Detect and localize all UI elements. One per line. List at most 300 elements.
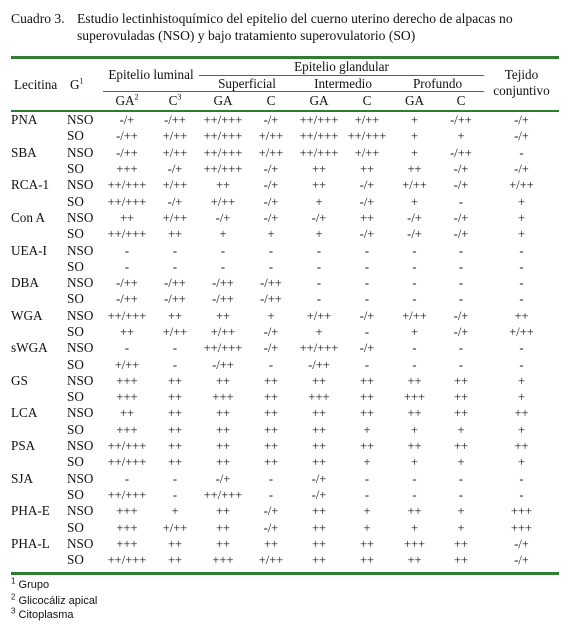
staining-value: ++ xyxy=(453,536,469,551)
staining-value: + xyxy=(457,129,465,144)
staining-value: - xyxy=(458,357,464,372)
staining-value: ++ xyxy=(215,308,231,323)
table-row xyxy=(11,161,559,177)
staining-value: + xyxy=(410,455,419,470)
staining-value: - xyxy=(124,259,130,274)
staining-value: ++ xyxy=(359,439,375,454)
header-intermedio: Intermedio xyxy=(314,76,372,91)
staining-value: - xyxy=(124,341,130,356)
staining-value: - xyxy=(519,487,524,502)
staining-value: ++ xyxy=(311,373,327,388)
footnote-3: $^3$ Citoplasma xyxy=(11,606,74,621)
table-row xyxy=(11,324,559,340)
staining-value: ++ xyxy=(311,553,327,568)
staining-value: - xyxy=(172,471,178,486)
staining-value: ++ xyxy=(311,178,327,193)
staining-value: - xyxy=(316,292,322,307)
table-row xyxy=(11,308,559,324)
staining-value: - xyxy=(519,292,524,307)
lectin-name xyxy=(11,487,67,503)
staining-value: ++ xyxy=(311,504,327,519)
staining-value: + xyxy=(517,210,526,225)
staining-value: -/+ xyxy=(263,325,279,339)
staining-value: +++ xyxy=(403,536,426,551)
staining-value: -/+ xyxy=(453,178,469,193)
staining-value: +/++ xyxy=(162,145,188,160)
staining-value: ++ xyxy=(359,373,375,388)
staining-value: -/++ xyxy=(116,129,138,144)
staining-value: ++ xyxy=(311,455,327,470)
bottom-rule xyxy=(11,572,559,575)
staining-value: ++ xyxy=(359,390,375,405)
group-label: SO xyxy=(67,291,84,307)
table-row xyxy=(11,389,559,405)
staining-value: -/++ xyxy=(260,276,282,291)
staining-value: + xyxy=(363,504,371,519)
staining-value: +/++ xyxy=(162,325,188,339)
group-label: NSO xyxy=(67,503,94,519)
staining-value: - xyxy=(412,259,417,274)
lectin-name: Con A xyxy=(11,209,46,225)
staining-value: ++/+++ xyxy=(107,553,147,568)
staining-value: ++ xyxy=(407,162,422,177)
staining-value: ++/+++ xyxy=(203,341,243,356)
staining-value: +/++ xyxy=(258,129,284,144)
group-label: SO xyxy=(67,356,84,372)
header-superficial: Superficial xyxy=(218,76,276,91)
staining-value: - xyxy=(458,194,464,209)
staining-value: +/++ xyxy=(162,129,188,144)
staining-value: ++ xyxy=(167,390,183,405)
staining-value: ++/+++ xyxy=(107,487,147,502)
staining-value: -/+ xyxy=(407,210,422,225)
staining-value: - xyxy=(412,243,417,258)
staining-value: - xyxy=(268,357,274,372)
staining-value: +++ xyxy=(116,162,138,177)
lectin-name xyxy=(11,128,67,144)
staining-value: + xyxy=(315,325,323,339)
table-row xyxy=(11,340,559,356)
staining-value: - xyxy=(268,487,274,502)
staining-value: + xyxy=(315,227,323,242)
staining-value: - xyxy=(364,325,370,339)
group-label: SO xyxy=(67,324,84,339)
staining-value: +/++ xyxy=(162,178,188,193)
staining-value: + xyxy=(517,194,526,209)
lectin-name xyxy=(11,422,67,438)
table-row xyxy=(11,128,559,144)
staining-value: - xyxy=(316,259,322,274)
staining-value: +/++ xyxy=(306,308,332,323)
table-row xyxy=(11,275,559,291)
staining-value: -/+ xyxy=(453,227,469,242)
staining-value: + xyxy=(517,227,526,242)
staining-value: - xyxy=(412,487,417,502)
staining-value: - xyxy=(458,487,464,502)
lectin-name: UEA-I xyxy=(11,242,47,258)
staining-value: + xyxy=(410,194,419,209)
staining-value: -/+ xyxy=(359,341,375,356)
staining-value: - xyxy=(458,471,464,486)
staining-value: -/+ xyxy=(263,162,279,177)
staining-value: +/++ xyxy=(354,145,380,160)
group-label: SO xyxy=(67,226,84,242)
staining-value: +/++ xyxy=(210,325,236,339)
staining-value: ++ xyxy=(263,406,279,421)
staining-value: ++/+++ xyxy=(107,194,147,209)
staining-value: -/++ xyxy=(450,113,472,128)
staining-value: - xyxy=(268,471,274,486)
staining-value: - xyxy=(172,487,178,502)
staining-value: ++/+++ xyxy=(107,178,147,193)
group-label: SO xyxy=(67,161,84,177)
staining-value: +++ xyxy=(116,504,138,519)
staining-value: ++/+++ xyxy=(203,129,243,144)
staining-value: -/+ xyxy=(407,227,422,242)
table-row xyxy=(11,454,559,470)
staining-value: + xyxy=(363,422,371,437)
staining-value: ++ xyxy=(311,162,327,177)
staining-value: ++ xyxy=(453,406,469,421)
staining-value: ++/+++ xyxy=(299,129,339,144)
staining-value: ++ xyxy=(514,406,529,421)
header-epitelio-luminal: Epitelio luminal xyxy=(108,67,194,82)
table-row xyxy=(11,503,559,519)
lectin-name: PHA-L xyxy=(11,535,50,551)
lectin-table xyxy=(11,112,559,568)
group-label: NSO xyxy=(67,112,94,128)
staining-value: ++ xyxy=(167,536,183,551)
staining-value: ++ xyxy=(167,373,183,388)
staining-value: -/++ xyxy=(116,292,138,307)
staining-value: -/++ xyxy=(450,145,472,160)
staining-value: + xyxy=(457,504,465,519)
staining-value: + xyxy=(410,113,419,128)
staining-value: -/++ xyxy=(308,357,330,372)
table-row xyxy=(11,226,559,242)
staining-value: + xyxy=(517,422,526,437)
staining-value: -/+ xyxy=(167,162,183,177)
staining-value: - xyxy=(458,292,464,307)
staining-value: ++ xyxy=(263,422,279,437)
lectin-name xyxy=(11,226,67,242)
staining-value: ++ xyxy=(167,406,183,421)
staining-value: -/+ xyxy=(311,487,327,502)
table-row xyxy=(11,405,559,421)
staining-value: ++ xyxy=(167,422,183,437)
staining-value: +/++ xyxy=(210,194,236,209)
staining-value: + xyxy=(517,390,526,405)
staining-value: +/++ xyxy=(402,308,427,323)
staining-value: +/++ xyxy=(114,357,140,372)
table-row xyxy=(11,438,559,454)
lectin-name xyxy=(11,193,67,209)
staining-value: +/++ xyxy=(162,520,188,535)
staining-value: - xyxy=(412,276,417,291)
group-label: NSO xyxy=(67,144,94,160)
group-label: SO xyxy=(67,486,84,502)
lectin-name xyxy=(11,519,67,535)
staining-value: + xyxy=(410,422,419,437)
staining-value: ++ xyxy=(215,455,231,470)
staining-value: +++ xyxy=(116,520,138,535)
lectin-name: LCA xyxy=(11,405,38,421)
staining-value: ++ xyxy=(359,536,375,551)
table-row xyxy=(11,112,559,128)
staining-value: -/+ xyxy=(215,210,231,225)
staining-value: ++ xyxy=(119,210,135,225)
staining-value: - xyxy=(519,357,524,372)
lectin-name: sWGA xyxy=(11,340,48,356)
staining-value: ++ xyxy=(359,210,375,225)
staining-value: ++/+++ xyxy=(299,341,339,356)
staining-value: - xyxy=(364,259,370,274)
lectin-name xyxy=(11,161,67,177)
staining-value: + xyxy=(410,129,419,144)
staining-value: +++ xyxy=(116,422,138,437)
group-label: SO xyxy=(67,193,84,209)
staining-value: -/+ xyxy=(215,471,231,486)
staining-value: ++ xyxy=(215,520,231,535)
staining-value: + xyxy=(457,422,465,437)
lectin-name: RCA-1 xyxy=(11,177,50,193)
table-row xyxy=(11,356,559,372)
staining-value: ++ xyxy=(407,553,422,568)
staining-value: ++ xyxy=(215,439,231,454)
subheader-profundo-c: C xyxy=(456,93,466,108)
header-lecitina: Lecitina xyxy=(14,77,58,92)
lectin-name: GS xyxy=(11,372,28,388)
staining-value: -/+ xyxy=(453,162,469,177)
table-row xyxy=(11,519,559,535)
group-label: NSO xyxy=(67,209,94,225)
staining-value: + xyxy=(517,373,526,388)
staining-value: + xyxy=(315,194,323,209)
staining-value: - xyxy=(519,471,524,486)
lectin-name: PNA xyxy=(11,112,38,128)
staining-value: -/+ xyxy=(453,210,469,225)
staining-value: - xyxy=(458,259,464,274)
staining-value: ++ xyxy=(453,390,469,405)
staining-value: ++ xyxy=(453,373,469,388)
staining-value: ++ xyxy=(359,553,375,568)
staining-value: -/+ xyxy=(311,210,327,225)
group-label: NSO xyxy=(67,535,94,551)
staining-value: - xyxy=(124,471,130,486)
staining-value: -/+ xyxy=(311,471,327,486)
group-label: NSO xyxy=(67,470,94,486)
staining-value: - xyxy=(519,259,524,274)
table-row xyxy=(11,487,559,503)
rule-under-epitelio-luminal xyxy=(103,91,199,92)
table-row xyxy=(11,177,559,193)
staining-value: - xyxy=(364,471,370,486)
staining-value: -/++ xyxy=(212,357,234,372)
lectin-name: SBA xyxy=(11,144,37,160)
table-row xyxy=(11,422,559,438)
staining-value: -/+ xyxy=(263,194,279,209)
footnote-2: $^2$ Glicocáliz apical xyxy=(11,592,98,607)
staining-value: -/+ xyxy=(119,113,135,128)
staining-value: ++ xyxy=(215,373,231,388)
staining-value: -/++ xyxy=(164,292,186,307)
staining-value: ++/+++ xyxy=(107,455,147,470)
staining-value: + xyxy=(410,520,419,535)
lectin-name xyxy=(11,324,67,340)
staining-value: - xyxy=(364,276,370,291)
staining-value: ++/+++ xyxy=(299,113,339,128)
staining-value: -/++ xyxy=(164,276,186,291)
staining-value: +/++ xyxy=(162,210,188,225)
staining-value: ++ xyxy=(311,406,327,421)
group-label: SO xyxy=(67,454,84,470)
staining-value: ++ xyxy=(263,390,279,405)
staining-value: ++/+++ xyxy=(203,145,243,160)
lectin-name: PHA-E xyxy=(11,503,50,519)
staining-value: - xyxy=(172,243,178,258)
staining-value: -/+ xyxy=(359,178,375,193)
staining-value: -/+ xyxy=(359,194,375,209)
subheader-luminal-ga: $GA^2$ xyxy=(115,92,139,108)
staining-value: +/++ xyxy=(509,178,534,193)
staining-value: ++ xyxy=(407,439,422,454)
staining-value: ++ xyxy=(311,422,327,437)
staining-value: +++ xyxy=(116,390,138,405)
staining-value: + xyxy=(267,227,275,242)
staining-value: ++ xyxy=(514,439,529,454)
caption-text: Estudio lectinhistoquímico del epitelio del cuerno uterino derecho de alpacas no superovuladas (NSO) y bajo tratamiento superovulatorio (SO) xyxy=(77,11,513,43)
lectin-name xyxy=(11,389,67,405)
staining-value: ++/+++ xyxy=(203,487,243,502)
group-label: SO xyxy=(67,519,84,535)
staining-value: -/+ xyxy=(514,162,529,177)
lectin-name xyxy=(11,259,67,275)
lectin-name xyxy=(11,552,67,568)
staining-value: + xyxy=(219,227,227,242)
staining-value: ++ xyxy=(167,439,183,454)
staining-value: - xyxy=(412,292,417,307)
subheader-superficial-ga: GA xyxy=(213,93,233,108)
group-label: NSO xyxy=(67,275,94,291)
table-row xyxy=(11,259,559,275)
staining-value: ++ xyxy=(167,308,183,323)
staining-value: ++ xyxy=(311,439,327,454)
staining-value: + xyxy=(517,455,526,470)
staining-value: - xyxy=(412,357,417,372)
staining-value: -/++ xyxy=(116,145,138,160)
staining-value: - xyxy=(458,276,464,291)
staining-value: ++ xyxy=(407,504,422,519)
staining-value: +++ xyxy=(403,390,426,405)
staining-value: +++ xyxy=(308,390,330,405)
subheader-luminal-c: $C^3$ xyxy=(168,92,182,108)
staining-value: -/+ xyxy=(514,129,529,144)
staining-value: -/+ xyxy=(453,308,469,323)
staining-value: -/+ xyxy=(514,553,529,568)
table-row xyxy=(11,210,559,226)
lectin-name xyxy=(11,291,67,307)
group-label: NSO xyxy=(67,307,94,323)
staining-value: -/+ xyxy=(263,210,279,225)
staining-value: + xyxy=(457,520,465,535)
lectin-name: SJA xyxy=(11,470,33,486)
staining-value: +++ xyxy=(212,553,234,568)
staining-value: ++ xyxy=(263,373,279,388)
staining-value: - xyxy=(364,487,370,502)
staining-value: -/+ xyxy=(263,504,279,519)
staining-value: -/+ xyxy=(514,113,529,128)
staining-value: +/++ xyxy=(258,553,284,568)
staining-value: + xyxy=(410,145,419,160)
staining-value: -/++ xyxy=(164,113,186,128)
group-label: NSO xyxy=(67,340,94,356)
table-row xyxy=(11,145,559,161)
staining-value: +++ xyxy=(510,504,533,519)
staining-value: ++ xyxy=(263,536,279,551)
lectin-name xyxy=(11,454,67,470)
staining-value: +++ xyxy=(116,373,138,388)
lectin-name: WGA xyxy=(11,307,43,323)
staining-value: ++ xyxy=(407,406,422,421)
staining-value: ++ xyxy=(119,406,135,421)
staining-value: - xyxy=(316,276,322,291)
staining-value: - xyxy=(364,243,370,258)
staining-value: -/+ xyxy=(263,341,279,356)
staining-value: + xyxy=(267,308,275,323)
staining-value: - xyxy=(458,341,464,356)
staining-value: + xyxy=(363,520,371,535)
header-epitelio-glandular: Epitelio glandular xyxy=(294,59,389,74)
lectin-name: DBA xyxy=(11,275,39,291)
staining-value: - xyxy=(519,341,524,356)
staining-value: - xyxy=(412,471,417,486)
staining-value: +++ xyxy=(212,390,234,405)
staining-value: + xyxy=(171,504,179,519)
staining-value: ++/+++ xyxy=(347,129,387,144)
subheader-superficial-c: C xyxy=(266,93,276,108)
staining-value: -/++ xyxy=(116,276,138,291)
staining-value: - xyxy=(220,243,226,258)
staining-value: ++/+++ xyxy=(299,145,339,160)
group-label: NSO xyxy=(67,438,94,454)
staining-value: ++ xyxy=(215,536,231,551)
staining-value: - xyxy=(519,276,524,291)
staining-value: ++ xyxy=(311,536,327,551)
staining-value: + xyxy=(363,455,371,470)
staining-value: ++/+++ xyxy=(203,162,243,177)
caption-number: Cuadro 3. xyxy=(11,11,65,26)
staining-value: ++/+++ xyxy=(107,227,147,242)
staining-value: -/+ xyxy=(263,520,279,535)
header-profundo: Profundo xyxy=(412,76,463,91)
staining-value: -/+ xyxy=(359,308,375,323)
staining-value: ++ xyxy=(215,422,231,437)
staining-value: - xyxy=(458,243,464,258)
header-tejido-conjuntivo: Tejido conjuntivo xyxy=(493,67,550,98)
staining-value: - xyxy=(316,243,322,258)
group-label: SO xyxy=(67,128,84,144)
staining-value: +/++ xyxy=(509,325,534,339)
staining-value: - xyxy=(412,341,417,356)
staining-value: - xyxy=(268,259,274,274)
staining-value: +/++ xyxy=(354,113,380,128)
staining-value: -/++ xyxy=(212,276,234,291)
staining-value: ++ xyxy=(407,373,422,388)
staining-value: +++ xyxy=(116,536,138,551)
staining-value: -/+ xyxy=(263,178,279,193)
staining-value: -/++ xyxy=(260,292,282,307)
staining-value: - xyxy=(519,243,524,258)
